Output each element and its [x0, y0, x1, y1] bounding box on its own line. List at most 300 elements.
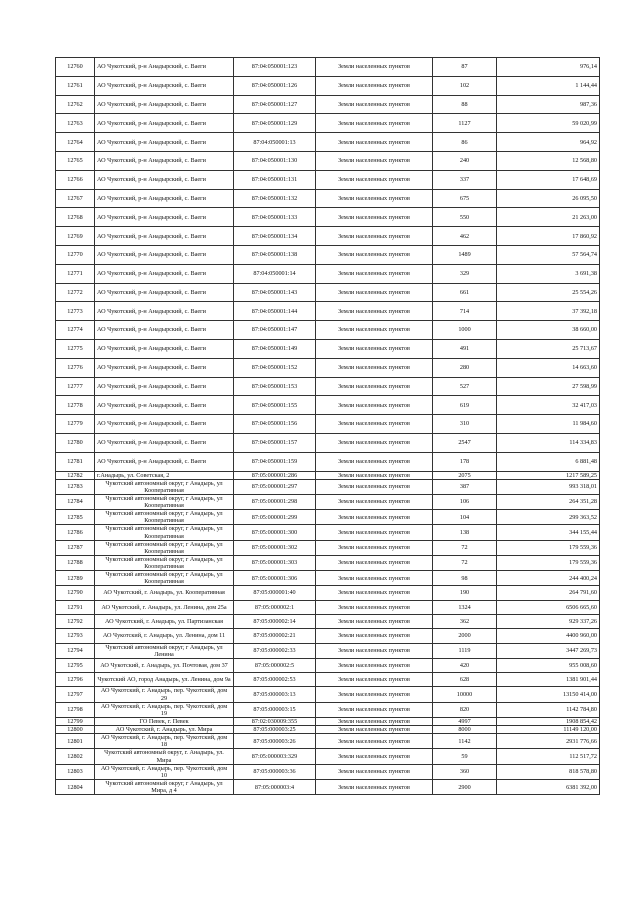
- address-cell: АО Чукотский, р-н Анадырский, с. Ваеги: [95, 58, 234, 77]
- cadastral-number-cell: 87:05:000001:303: [234, 555, 316, 570]
- table-row: [56, 600, 600, 614]
- cadastral-value-cell: 1142 784,80: [497, 702, 600, 717]
- land-category-cell: Земли населенных пунктов: [316, 749, 433, 764]
- cadastral-number-cell: 87:02:030009:355: [234, 717, 316, 725]
- table-row: [56, 702, 600, 717]
- row-number-cell: 12770: [56, 245, 95, 264]
- cadastral-value-cell: 1217 589,25: [497, 471, 600, 479]
- row-number-cell: 12773: [56, 302, 95, 321]
- row-number-cell: 12769: [56, 227, 95, 246]
- cadastral-number-cell: 87:05:000003:26: [234, 734, 316, 749]
- cadastral-number-cell: 87:04:050001:14: [234, 264, 316, 283]
- land-category-cell: Земли населенных пунктов: [316, 643, 433, 658]
- cadastral-number-cell: 87:05:000001:299: [234, 510, 316, 525]
- row-number-cell: 12788: [56, 555, 95, 570]
- cadastral-value-cell: 6381 392,00: [497, 779, 600, 794]
- area-cell: 86: [433, 133, 497, 152]
- land-category-cell: Земли населенных пунктов: [316, 510, 433, 525]
- land-category-cell: Земли населенных пунктов: [316, 571, 433, 586]
- table-row: [56, 339, 600, 358]
- cadastral-value-cell: 37 392,18: [497, 302, 600, 321]
- table-row: [56, 358, 600, 377]
- land-category-cell: Земли населенных пунктов: [316, 615, 433, 629]
- row-number-cell: 12801: [56, 734, 95, 749]
- address-cell: АО Чукотский, р-н Анадырский, с. Ваеги: [95, 245, 234, 264]
- land-category-cell: Земли населенных пунктов: [316, 726, 433, 734]
- row-number-cell: 12763: [56, 114, 95, 133]
- address-cell: Чукотский автономный округ, г Анадырь, ул Кооперативная: [95, 555, 234, 570]
- land-category-cell: Земли населенных пунктов: [316, 764, 433, 779]
- cadastral-number-cell: 87:04:050001:130: [234, 151, 316, 170]
- row-number-cell: 12782: [56, 471, 95, 479]
- cadastral-value-cell: 25 554,26: [497, 283, 600, 302]
- land-category-cell: Земли населенных пунктов: [316, 133, 433, 152]
- area-cell: 102: [433, 76, 497, 95]
- area-cell: 8000: [433, 726, 497, 734]
- table-row: [56, 586, 600, 600]
- land-category-cell: Земли населенных пунктов: [316, 673, 433, 687]
- row-number-cell: 12781: [56, 452, 95, 471]
- address-cell: АО Чукотский, р-н Анадырский, с. Ваеги: [95, 208, 234, 227]
- land-category-cell: Земли населенных пунктов: [316, 452, 433, 471]
- cadastral-number-cell: 87:04:050001:143: [234, 283, 316, 302]
- cadastral-value-cell: 955 008,60: [497, 658, 600, 672]
- table-row: [56, 452, 600, 471]
- land-category-cell: Земли населенных пунктов: [316, 58, 433, 77]
- land-category-cell: Земли населенных пунктов: [316, 494, 433, 509]
- address-cell: АО Чукотский, р-н Анадырский, с. Ваеги: [95, 151, 234, 170]
- row-number-cell: 12779: [56, 415, 95, 434]
- address-cell: АО Чукотский, р-н Анадырский, с. Ваеги: [95, 452, 234, 471]
- area-cell: 4997: [433, 717, 497, 725]
- cadastral-number-cell: 87:05:000001:286: [234, 471, 316, 479]
- row-number-cell: 12778: [56, 396, 95, 415]
- cadastral-value-cell: 2931 776,66: [497, 734, 600, 749]
- address-cell: Чукотский автономный округ, г Анадырь, ул Кооперативная: [95, 571, 234, 586]
- address-cell: АО Чукотский, р-н Анадырский, с. Ваеги: [95, 283, 234, 302]
- area-cell: 1000: [433, 321, 497, 340]
- table-row: [56, 76, 600, 95]
- address-cell: Чукотский АО, город Анадырь, ул. Ленина, дом 9а: [95, 673, 234, 687]
- row-number-cell: 12786: [56, 525, 95, 540]
- cadastral-value-cell: 1 144,44: [497, 76, 600, 95]
- table-row: [56, 208, 600, 227]
- row-number-cell: 12766: [56, 170, 95, 189]
- area-cell: 1324: [433, 600, 497, 614]
- land-category-cell: Земли населенных пунктов: [316, 471, 433, 479]
- cadastral-number-cell: 87:04:050001:133: [234, 208, 316, 227]
- address-cell: Чукотский автономный округ, г Анадырь, ул Кооперативная: [95, 494, 234, 509]
- row-number-cell: 12760: [56, 58, 95, 77]
- address-cell: АО Чукотский, г. Анадырь, пер. Чукотский, дом 18: [95, 734, 234, 749]
- cadastral-number-cell: 87:05:000001:298: [234, 494, 316, 509]
- land-category-cell: Земли населенных пунктов: [316, 702, 433, 717]
- cadastral-value-cell: 17 860,92: [497, 227, 600, 246]
- table-row: [56, 471, 600, 479]
- cadastral-number-cell: 87:04:050001:159: [234, 452, 316, 471]
- cadastral-number-cell: 87:04:050001:134: [234, 227, 316, 246]
- cadastral-value-cell: 179 559,36: [497, 555, 600, 570]
- address-cell: АО Чукотский, р-н Анадырский, с. Ваеги: [95, 227, 234, 246]
- row-number-cell: 12785: [56, 510, 95, 525]
- address-cell: АО Чукотский, р-н Анадырский, с. Ваеги: [95, 189, 234, 208]
- address-cell: АО Чукотский, р-н Анадырский, с. Ваеги: [95, 358, 234, 377]
- cadastral-number-cell: 87:05:000002:33: [234, 643, 316, 658]
- cadastral-number-cell: 87:05:000003:15: [234, 702, 316, 717]
- land-category-cell: Земли населенных пунктов: [316, 76, 433, 95]
- table-row: [56, 58, 600, 77]
- land-category-cell: Земли населенных пунктов: [316, 227, 433, 246]
- cadastral-number-cell: 87:05:000001:302: [234, 540, 316, 555]
- area-cell: 98: [433, 571, 497, 586]
- row-number-cell: 12777: [56, 377, 95, 396]
- land-category-cell: Земли населенных пунктов: [316, 377, 433, 396]
- row-number-cell: 12792: [56, 615, 95, 629]
- area-cell: 820: [433, 702, 497, 717]
- cadastral-value-cell: 59 020,99: [497, 114, 600, 133]
- land-category-cell: Земли населенных пунктов: [316, 396, 433, 415]
- row-number-cell: 12804: [56, 779, 95, 794]
- land-category-cell: Земли населенных пунктов: [316, 525, 433, 540]
- table-row: [56, 264, 600, 283]
- address-cell: г.Анадырь, ул. Советская, 2: [95, 471, 234, 479]
- land-category-cell: Земли населенных пунктов: [316, 433, 433, 452]
- cadastral-number-cell: 87:05:000002:14: [234, 615, 316, 629]
- area-cell: 420: [433, 658, 497, 672]
- table-row: [56, 555, 600, 570]
- row-number-cell: 12796: [56, 673, 95, 687]
- cadastral-value-cell: 244 400,24: [497, 571, 600, 586]
- area-cell: 2075: [433, 471, 497, 479]
- cadastral-value-cell: 112 517,72: [497, 749, 600, 764]
- address-cell: АО Чукотский, р-н Анадырский, с. Ваеги: [95, 133, 234, 152]
- address-cell: АО Чукотский, г. Анадырь, пер. Чукотский, дом 10: [95, 764, 234, 779]
- cadastral-number-cell: 87:04:050001:152: [234, 358, 316, 377]
- cadastral-number-cell: 87:04:050001:123: [234, 58, 316, 77]
- land-category-cell: Земли населенных пунктов: [316, 358, 433, 377]
- cadastral-value-cell: 993 318,01: [497, 479, 600, 494]
- row-number-cell: 12797: [56, 687, 95, 702]
- address-cell: АО Чукотский, р-н Анадырский, с. Ваеги: [95, 396, 234, 415]
- cadastral-value-cell: 344 155,44: [497, 525, 600, 540]
- row-number-cell: 12793: [56, 629, 95, 643]
- land-category-cell: Земли населенных пунктов: [316, 245, 433, 264]
- row-number-cell: 12789: [56, 571, 95, 586]
- table-row: [56, 377, 600, 396]
- area-cell: 491: [433, 339, 497, 358]
- area-cell: 387: [433, 479, 497, 494]
- land-category-cell: Земли населенных пунктов: [316, 170, 433, 189]
- cadastral-number-cell: 87:05:000003:13: [234, 687, 316, 702]
- cadastral-number-cell: 87:04:050001:126: [234, 76, 316, 95]
- cadastral-number-cell: 87:04:050001:138: [234, 245, 316, 264]
- area-cell: 714: [433, 302, 497, 321]
- area-cell: 87: [433, 58, 497, 77]
- row-number-cell: 12791: [56, 600, 95, 614]
- cadastral-value-cell: 264 791,60: [497, 586, 600, 600]
- area-cell: 550: [433, 208, 497, 227]
- address-cell: АО Чукотский, г. Анадырь, ул. Ленина, дом 11: [95, 629, 234, 643]
- row-number-cell: 12784: [56, 494, 95, 509]
- table-row: [56, 302, 600, 321]
- cadastral-value-cell: 25 713,67: [497, 339, 600, 358]
- cadastral-value-cell: 13150 414,00: [497, 687, 600, 702]
- land-category-cell: Земли населенных пунктов: [316, 339, 433, 358]
- land-plots-table: [55, 57, 600, 795]
- cadastral-number-cell: 87:05:000001:300: [234, 525, 316, 540]
- cadastral-value-cell: 6 881,48: [497, 452, 600, 471]
- table-row: [56, 779, 600, 794]
- area-cell: 72: [433, 555, 497, 570]
- row-number-cell: 12790: [56, 586, 95, 600]
- land-category-cell: Земли населенных пунктов: [316, 586, 433, 600]
- land-category-cell: Земли населенных пунктов: [316, 555, 433, 570]
- cadastral-value-cell: 57 564,74: [497, 245, 600, 264]
- table-row: [56, 687, 600, 702]
- cadastral-value-cell: 21 263,00: [497, 208, 600, 227]
- area-cell: 329: [433, 264, 497, 283]
- cadastral-value-cell: 6506 665,60: [497, 600, 600, 614]
- area-cell: 675: [433, 189, 497, 208]
- table-row: [56, 133, 600, 152]
- table-row: [56, 510, 600, 525]
- address-cell: АО Чукотский, г. Анадырь, ул. Почтовая, дом 37: [95, 658, 234, 672]
- area-cell: 628: [433, 673, 497, 687]
- table-row: [56, 245, 600, 264]
- address-cell: Чукотский автономный округ, г. Анадырь, ул. Мира: [95, 749, 234, 764]
- row-number-cell: 12803: [56, 764, 95, 779]
- land-category-cell: Земли населенных пунктов: [316, 95, 433, 114]
- area-cell: 88: [433, 95, 497, 114]
- address-cell: АО Чукотский, р-н Анадырский, с. Ваеги: [95, 95, 234, 114]
- land-category-cell: Земли населенных пунктов: [316, 208, 433, 227]
- table-row: [56, 227, 600, 246]
- table-row: [56, 540, 600, 555]
- cadastral-value-cell: 11 984,60: [497, 415, 600, 434]
- land-category-cell: Земли населенных пунктов: [316, 540, 433, 555]
- cadastral-number-cell: 87:04:050001:129: [234, 114, 316, 133]
- cadastral-number-cell: 87:04:050001:144: [234, 302, 316, 321]
- table-row: [56, 734, 600, 749]
- cadastral-number-cell: 87:04:050001:156: [234, 415, 316, 434]
- row-number-cell: 12771: [56, 264, 95, 283]
- land-category-cell: Земли населенных пунктов: [316, 151, 433, 170]
- land-category-cell: Земли населенных пунктов: [316, 658, 433, 672]
- area-cell: 2000: [433, 629, 497, 643]
- area-cell: 1127: [433, 114, 497, 133]
- table-row: [56, 415, 600, 434]
- row-number-cell: 12776: [56, 358, 95, 377]
- area-cell: 104: [433, 510, 497, 525]
- land-category-cell: Земли населенных пунктов: [316, 189, 433, 208]
- cadastral-value-cell: 26 095,50: [497, 189, 600, 208]
- row-number-cell: 12798: [56, 702, 95, 717]
- cadastral-number-cell: 87:04:050001:155: [234, 396, 316, 415]
- table-row: [56, 726, 600, 734]
- cadastral-value-cell: 264 351,28: [497, 494, 600, 509]
- area-cell: 138: [433, 525, 497, 540]
- address-cell: АО Чукотский, р-н Анадырский, с. Ваеги: [95, 321, 234, 340]
- cadastral-value-cell: 1381 901,44: [497, 673, 600, 687]
- cadastral-value-cell: 964,92: [497, 133, 600, 152]
- row-number-cell: 12787: [56, 540, 95, 555]
- cadastral-value-cell: 17 648,69: [497, 170, 600, 189]
- cadastral-value-cell: 27 598,99: [497, 377, 600, 396]
- cadastral-number-cell: 87:05:000002:1: [234, 600, 316, 614]
- cadastral-number-cell: 87:05:000003:4: [234, 779, 316, 794]
- cadastral-number-cell: 87:05:000003:329: [234, 749, 316, 764]
- address-cell: Чукотский автономный округ, г Анадырь, ул Ленина: [95, 643, 234, 658]
- area-cell: 360: [433, 764, 497, 779]
- cadastral-number-cell: 87:04:050001:131: [234, 170, 316, 189]
- address-cell: АО Чукотский, р-н Анадырский, с. Ваеги: [95, 377, 234, 396]
- land-category-cell: Земли населенных пунктов: [316, 734, 433, 749]
- address-cell: АО Чукотский, р-н Анадырский, с. Ваеги: [95, 114, 234, 133]
- table-row: [56, 321, 600, 340]
- area-cell: 462: [433, 227, 497, 246]
- cadastral-number-cell: 87:05:000001:40: [234, 586, 316, 600]
- table-row: [56, 189, 600, 208]
- row-number-cell: 12768: [56, 208, 95, 227]
- cadastral-value-cell: 929 337,26: [497, 615, 600, 629]
- address-cell: АО Чукотский, р-н Анадырский, с. Ваеги: [95, 302, 234, 321]
- table-row: [56, 494, 600, 509]
- address-cell: АО Чукотский, р-н Анадырский, с. Ваеги: [95, 170, 234, 189]
- row-number-cell: 12775: [56, 339, 95, 358]
- address-cell: АО Чукотский, г. Анадырь, пер. Чукотский, дом 29: [95, 687, 234, 702]
- row-number-cell: 12800: [56, 726, 95, 734]
- address-cell: Чукотский автономный округ, г Анадырь, ул Кооперативная: [95, 525, 234, 540]
- table-row: [56, 170, 600, 189]
- cadastral-number-cell: 87:05:000001:306: [234, 571, 316, 586]
- row-number-cell: 12783: [56, 479, 95, 494]
- cadastral-number-cell: 87:05:000001:297: [234, 479, 316, 494]
- cadastral-value-cell: 38 660,00: [497, 321, 600, 340]
- cadastral-value-cell: 3447 269,73: [497, 643, 600, 658]
- cadastral-value-cell: 32 417,03: [497, 396, 600, 415]
- area-cell: 178: [433, 452, 497, 471]
- cadastral-number-cell: 87:05:000003:25: [234, 726, 316, 734]
- area-cell: 1119: [433, 643, 497, 658]
- cadastral-value-cell: 1908 854,42: [497, 717, 600, 725]
- table-row: [56, 433, 600, 452]
- table-row: [56, 658, 600, 672]
- cadastral-value-cell: 987,36: [497, 95, 600, 114]
- land-category-cell: Земли населенных пунктов: [316, 302, 433, 321]
- row-number-cell: 12761: [56, 76, 95, 95]
- address-cell: АО Чукотский, р-н Анадырский, с. Ваеги: [95, 433, 234, 452]
- row-number-cell: 12762: [56, 95, 95, 114]
- table-row: [56, 283, 600, 302]
- land-category-cell: Земли населенных пунктов: [316, 687, 433, 702]
- land-category-cell: Земли населенных пунктов: [316, 479, 433, 494]
- table-row: [56, 673, 600, 687]
- table-row: [56, 114, 600, 133]
- row-number-cell: 12765: [56, 151, 95, 170]
- address-cell: АО Чукотский, г. Анадырь, ул. Кооперативная: [95, 586, 234, 600]
- row-number-cell: 12767: [56, 189, 95, 208]
- area-cell: 362: [433, 615, 497, 629]
- area-cell: 1489: [433, 245, 497, 264]
- area-cell: 72: [433, 540, 497, 555]
- table-row: [56, 151, 600, 170]
- cadastral-number-cell: 87:04:050001:147: [234, 321, 316, 340]
- row-number-cell: 12764: [56, 133, 95, 152]
- land-category-cell: Земли населенных пунктов: [316, 415, 433, 434]
- cadastral-number-cell: 87:04:050001:13: [234, 133, 316, 152]
- row-number-cell: 12774: [56, 321, 95, 340]
- address-cell: ГО Певек, г. Певек: [95, 717, 234, 725]
- table-row: [56, 396, 600, 415]
- table-row: [56, 764, 600, 779]
- area-cell: 527: [433, 377, 497, 396]
- land-category-cell: Земли населенных пунктов: [316, 600, 433, 614]
- table-row: [56, 629, 600, 643]
- cadastral-number-cell: 87:05:000002:21: [234, 629, 316, 643]
- area-cell: 59: [433, 749, 497, 764]
- land-category-cell: Земли населенных пунктов: [316, 717, 433, 725]
- area-cell: 2900: [433, 779, 497, 794]
- land-category-cell: Земли населенных пунктов: [316, 283, 433, 302]
- cadastral-value-cell: 114 334,83: [497, 433, 600, 452]
- address-cell: АО Чукотский, р-н Анадырский, с. Ваеги: [95, 264, 234, 283]
- table-row: [56, 571, 600, 586]
- cadastral-value-cell: 179 559,36: [497, 540, 600, 555]
- address-cell: Чукотский автономный округ, г Анадырь, ул Кооперативная: [95, 540, 234, 555]
- cadastral-number-cell: 87:04:050001:157: [234, 433, 316, 452]
- table-row: [56, 717, 600, 725]
- area-cell: 661: [433, 283, 497, 302]
- cadastral-value-cell: 3 691,38: [497, 264, 600, 283]
- land-category-cell: Земли населенных пунктов: [316, 629, 433, 643]
- cadastral-number-cell: 87:04:050001:132: [234, 189, 316, 208]
- address-cell: АО Чукотский, р-н Анадырский, с. Ваеги: [95, 76, 234, 95]
- address-cell: Чукотский автономный округ, г Анадырь, ул Мира, д 4: [95, 779, 234, 794]
- address-cell: Чукотский автономный округ, г Анадырь, ул Кооперативная: [95, 510, 234, 525]
- table-row: [56, 525, 600, 540]
- cadastral-value-cell: 14 663,60: [497, 358, 600, 377]
- area-cell: 2547: [433, 433, 497, 452]
- area-cell: 10000: [433, 687, 497, 702]
- row-number-cell: 12794: [56, 643, 95, 658]
- cadastral-number-cell: 87:05:000003:36: [234, 764, 316, 779]
- area-cell: 337: [433, 170, 497, 189]
- address-cell: АО Чукотский, г. Анадырь, пер. Чукотский, дом 19: [95, 702, 234, 717]
- cadastral-value-cell: 11149 120,00: [497, 726, 600, 734]
- cadastral-value-cell: 818 578,80: [497, 764, 600, 779]
- address-cell: АО Чукотский, р-н Анадырский, с. Ваеги: [95, 415, 234, 434]
- cadastral-value-cell: 12 568,80: [497, 151, 600, 170]
- land-category-cell: Земли населенных пунктов: [316, 321, 433, 340]
- cadastral-value-cell: 976,14: [497, 58, 600, 77]
- table-row: [56, 749, 600, 764]
- land-category-cell: Земли населенных пунктов: [316, 114, 433, 133]
- cadastral-value-cell: 4400 960,00: [497, 629, 600, 643]
- area-cell: 1142: [433, 734, 497, 749]
- address-cell: АО Чукотский, г. Анадырь, ул. Ленина, дом 25а: [95, 600, 234, 614]
- table-row: [56, 643, 600, 658]
- cadastral-value-cell: 299 363,52: [497, 510, 600, 525]
- address-cell: АО Чукотский, г. Анадырь, ул. Мира: [95, 726, 234, 734]
- row-number-cell: 12799: [56, 717, 95, 725]
- cadastral-number-cell: 87:04:050001:127: [234, 95, 316, 114]
- area-cell: 619: [433, 396, 497, 415]
- table-row: [56, 479, 600, 494]
- cadastral-number-cell: 87:04:050001:149: [234, 339, 316, 358]
- cadastral-number-cell: 87:05:000002:53: [234, 673, 316, 687]
- row-number-cell: 12780: [56, 433, 95, 452]
- table-row: [56, 615, 600, 629]
